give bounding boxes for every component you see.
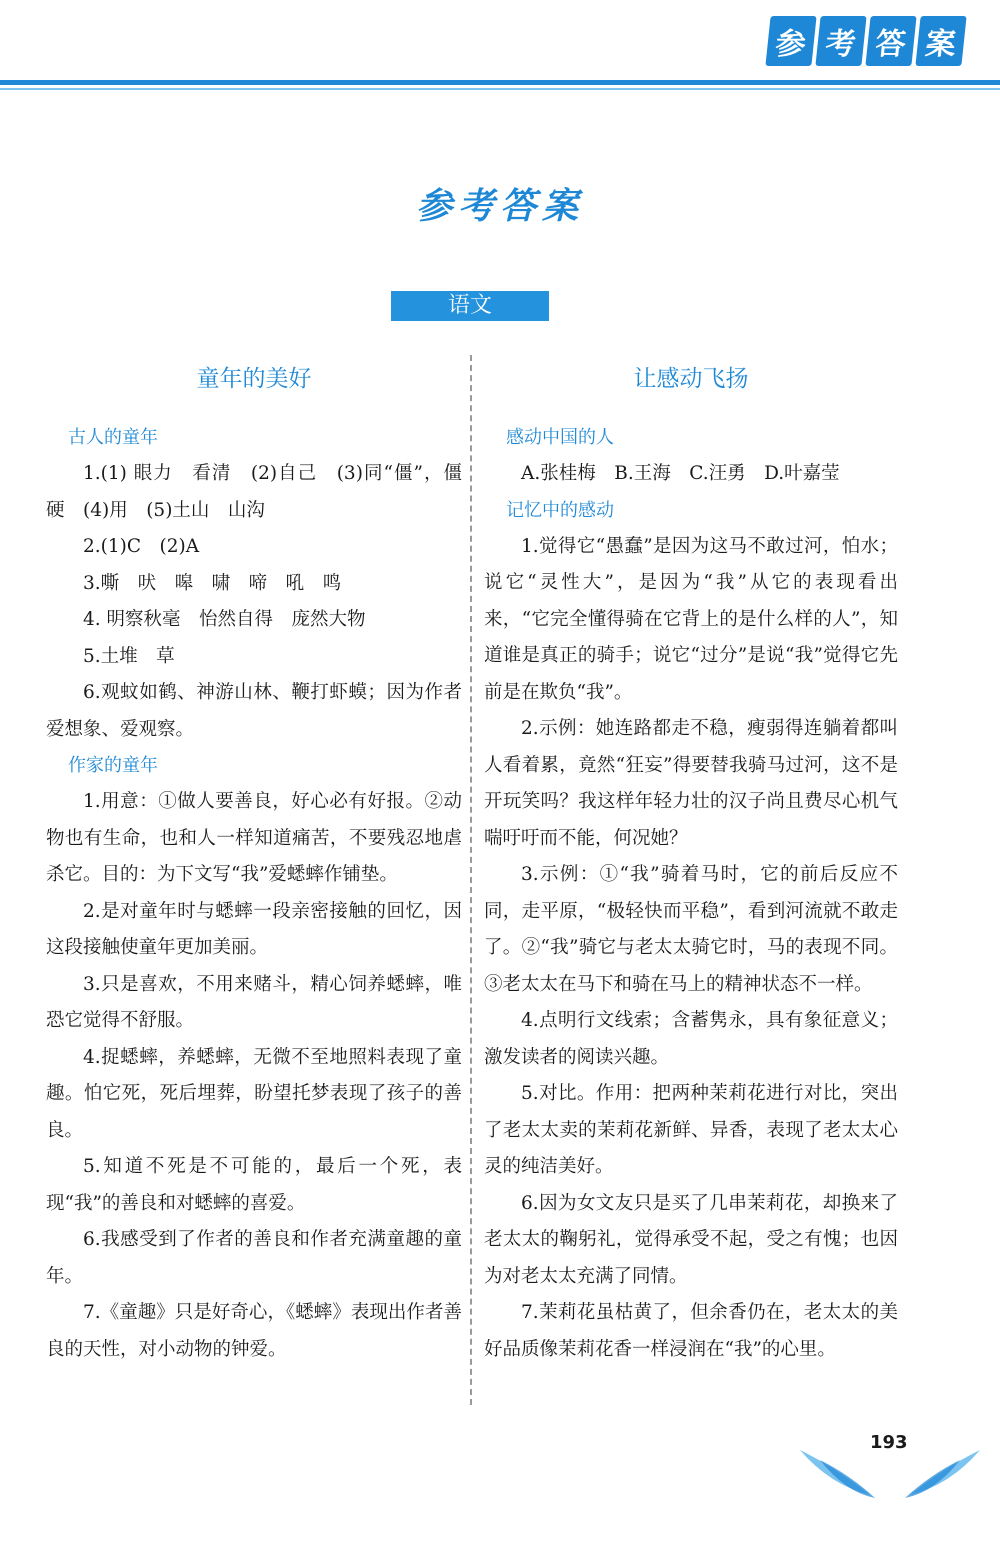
- answer-item: 5.对比。作用：把两种茉莉花进行对比，突出了老太太卖的茉莉花新鲜、异香，表现了老太太心灵的纯洁美好。: [484, 1083, 898, 1177]
- header-rule-thin: [0, 88, 1000, 90]
- right-column: [484, 362, 898, 1368]
- answer-item: 5.知道不死是不可能的，最后一个死，表现“我”的善良和对蟋蟀的喜爱。: [46, 1156, 462, 1214]
- answer-item: 1.(1) 眼力 看清 (2)自己 (3)同“僵”，僵硬 (4)用 (5)土山 山沟: [46, 463, 462, 521]
- column-divider: [470, 355, 472, 1405]
- answer-item: 7.《童趣》只是好奇心，《蟋蟀》表现出作者善良的天性，对小动物的钟爱。: [46, 1302, 462, 1360]
- answer-item: 4.点明行文线索；含蓄隽永，具有象征意义；激发读者的阅读兴趣。: [484, 1010, 898, 1068]
- answer-item: 3.只是喜欢，不用来赌斗，精心饲养蟋蟀，唯恐它觉得不舒服。: [46, 973, 462, 1031]
- header-badges: [768, 16, 964, 66]
- answer-item: 1.觉得它“愚蠢”是因为这马不敢过河，怕水；说它“灵性大”，是因为“我”从它的表现看出来，“它完全懂得骑在它背上的是什么样的人”，知道谁是真正的骑手；说它“过分”是说“我”觉得它先前是在欺负“我”。: [484, 535, 898, 703]
- answer-item: 6.因为女文友只是买了几串茉莉花，却换来了老太太的鞠躬礼，觉得承受不起，受之有愧；也因为对老太太充满了同情。: [484, 1192, 898, 1287]
- header-rule-thick: [0, 80, 1000, 85]
- page-number: 193: [870, 1432, 908, 1453]
- answer-item: 6.观蚊如鹤、神游山林、鞭打虾蟆；因为作者爱想象、爱观察。: [46, 682, 462, 740]
- answer-item: 2.是对童年时与蟋蟀一段亲密接触的回忆，因这段接触使童年更加美丽。: [46, 900, 462, 958]
- section-heading: 记忆中的感动: [506, 499, 614, 521]
- answer-item: 2.(1)C (2)A: [83, 536, 200, 557]
- header-badge: 参: [765, 16, 816, 66]
- answer-item: 2.示例：她连路都走不稳，瘦弱得连躺着都叫人看着累，竟然“狂妄”得要替我骑马过河，这不是开玩笑吗？我这样年轻力壮的汉子尚且费尽心机气喘吁吁而不能，何况她？: [484, 718, 898, 849]
- answer-item: 5.土堆 草: [83, 645, 175, 667]
- header-badge: 案: [915, 16, 966, 66]
- answer-item: 6.我感受到了作者的善良和作者充满童趣的童年。: [46, 1229, 462, 1287]
- right-column-title: 让感动飞扬: [633, 366, 749, 392]
- section-heading: 作家的童年: [68, 755, 158, 776]
- answer-item: 1.用意：①做人要善良，好心必有好报。②动物也有生命，也和人一样知道痛苦，不要残忍地虐杀它。目的：为下文写“我”爱蟋蟀作铺垫。: [46, 791, 462, 885]
- answer-item: A.张桂梅 B.王海 C.汪勇 D.叶嘉莹: [521, 463, 840, 484]
- section-heading: 古人的童年: [68, 427, 158, 448]
- header-badge: 答: [865, 16, 916, 66]
- subject-label: 语文: [391, 291, 549, 321]
- answer-item: 3.示例：①“我”骑着马时，它的前后反应不同，走平原，“极轻快而平稳”，看到河流就不敢走了。②“我”骑它与老太太骑它时，马的表现不同。③老太太在马下和骑在马上的精神状态不一样。: [484, 864, 898, 995]
- page-title: 参考答案: [415, 186, 584, 227]
- answer-item: 4. 明察秋毫 怡然自得 庞然大物: [83, 609, 366, 630]
- header-badge: 考: [815, 16, 866, 66]
- section-heading: 感动中国的人: [506, 427, 614, 448]
- left-column: [46, 362, 462, 1368]
- answer-item: 7.茉莉花虽枯黄了，但余香仍在，老太太的美好品质像茉莉花香一样浸润在“我”的心里。: [484, 1302, 898, 1360]
- left-column-title: 童年的美好: [196, 366, 312, 392]
- answer-item: 4.捉蟋蟀，养蟋蟀，无微不至地照料表现了童趣。怕它死，死后埋葬，盼望托梦表现了孩子的善良。: [46, 1046, 462, 1141]
- answer-item: 3.嘶 吠 嗥 啸 啼 吼 鸣: [83, 572, 342, 594]
